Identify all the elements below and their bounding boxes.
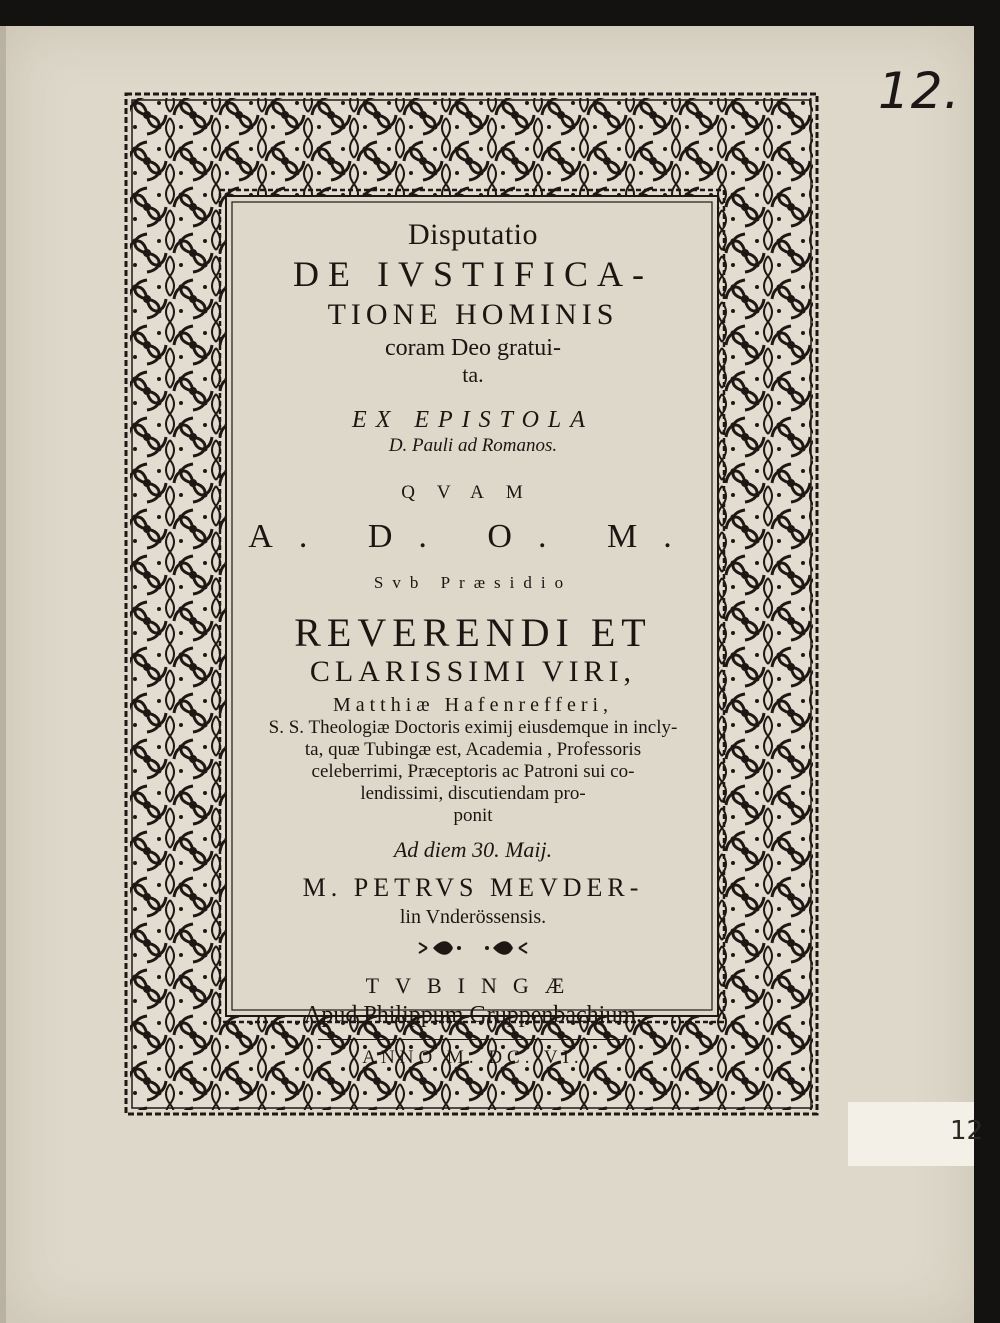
title-line: TIONE HOMINIS (327, 298, 619, 331)
title-line: DE IVSTIFICA- (293, 254, 653, 294)
title-line: coram Deo gratui- (385, 335, 561, 361)
adom-line: A. D. O. M. (248, 518, 698, 555)
library-tag-number: 12 (950, 1116, 984, 1146)
source-line: EX EPISTOLA (352, 407, 594, 433)
imprint-place: TVBINGÆ (365, 973, 581, 998)
body-line: ponit (453, 805, 493, 826)
presidium-line: Svb Præsidio (373, 573, 573, 592)
title-disputatio: Disputatio (408, 218, 538, 251)
praeses-name: Matthiæ Hafenrefferi, (332, 694, 614, 716)
body-line: S. S. Theologiæ Doctoris eximij eiusdemque in incly- (268, 717, 678, 738)
handwritten-page-number: 12. (878, 62, 961, 120)
respondent-name: M. PETRVS MEVDER- (302, 873, 644, 902)
imprint-year: ANNO M. DC. VI. (362, 1047, 584, 1068)
body-line: ta, quæ Tubingæ est, Academia , Professoris (304, 739, 642, 760)
quam-line: QVAM (401, 482, 545, 503)
clarissimi-line: CLARISSIMI VIRI, (309, 655, 637, 688)
reverendi-line: REVERENDI ET (294, 610, 652, 655)
source-line: D. Pauli ad Romanos. (388, 435, 558, 456)
body-line: lendissimi, discutiendam pro- (360, 783, 586, 804)
fleuron-ornament (413, 937, 533, 959)
body-line: celeberrimi, Præceptoris ac Patroni sui co- (311, 761, 635, 782)
date-line: Ad diem 30. Maij. (393, 837, 553, 862)
imprint-printer: Apud Philippum Gruppenbachium. (304, 1002, 642, 1028)
title-line: ta. (462, 362, 484, 387)
respondent-origin: lin Vnderössensis. (399, 906, 547, 928)
divider-rule (318, 1039, 628, 1040)
title-text-block (238, 208, 708, 1067)
